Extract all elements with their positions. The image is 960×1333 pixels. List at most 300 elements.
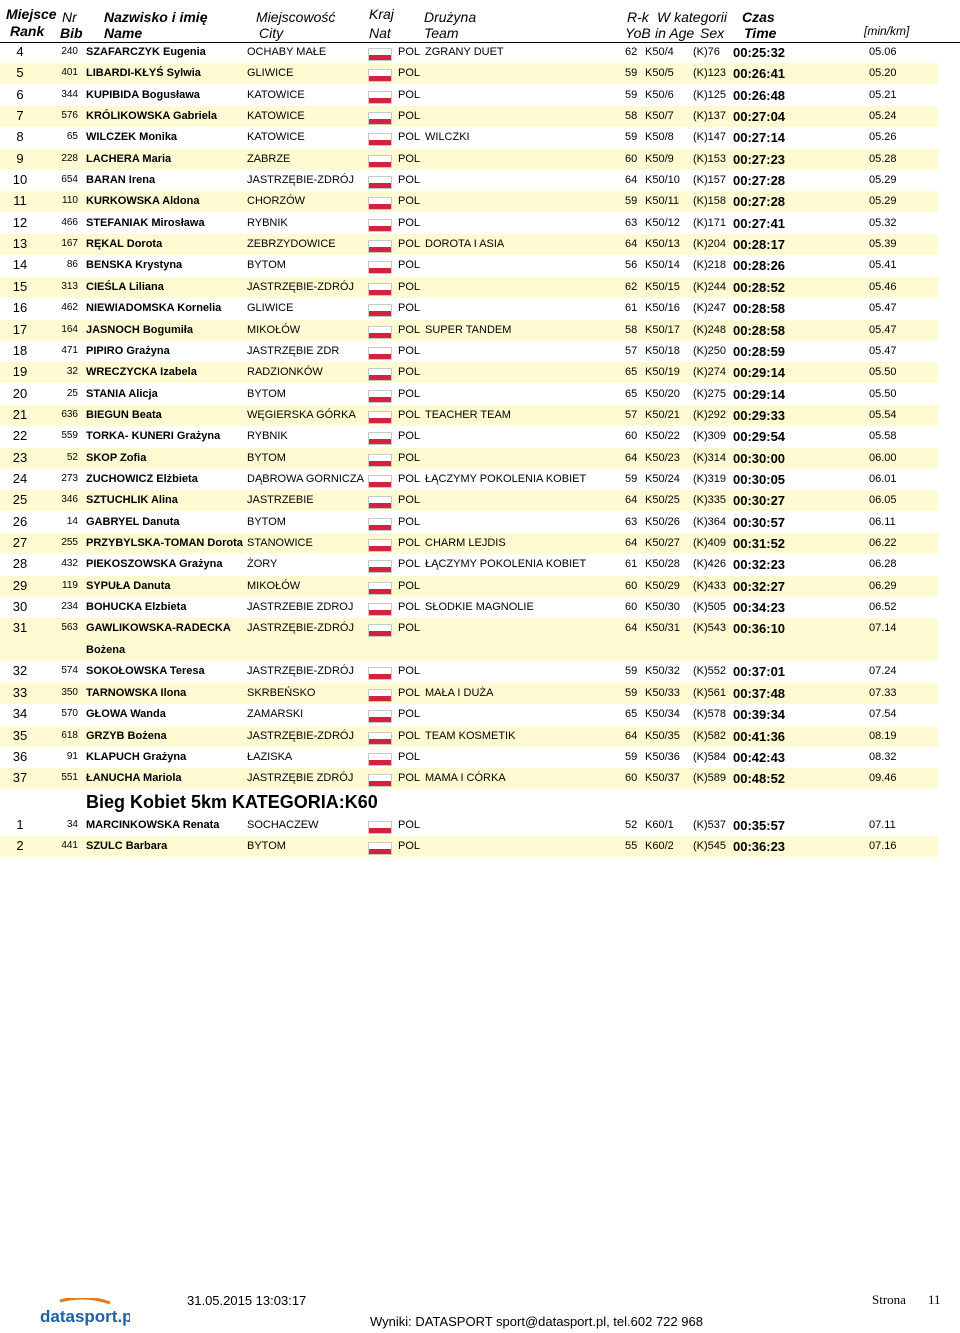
pace-cell: 05.06 <box>869 46 897 58</box>
name-cell: BENSKA Krystyna <box>86 259 183 271</box>
header-yob-pl: R-k <box>627 9 649 25</box>
nat-cell: POL <box>398 819 421 831</box>
gender-place-cell: (K)204 <box>693 238 727 250</box>
header-name-pl: Nazwisko i imię <box>104 9 208 25</box>
result-row <box>0 255 938 276</box>
yob-cell: 57 <box>625 409 638 421</box>
gender-place-cell: (K)137 <box>693 110 727 122</box>
city-cell: SOCHACZEW <box>247 819 319 831</box>
header-cat-en: in Age <box>655 25 695 41</box>
poland-flag-icon <box>368 176 392 189</box>
pace-cell: 07.14 <box>869 622 897 634</box>
category-cell: K50/12 <box>645 217 680 229</box>
yob-cell: 60 <box>625 430 638 442</box>
time-cell: 00:32:23 <box>733 557 786 572</box>
result-row <box>0 576 938 597</box>
result-row <box>0 42 938 63</box>
gender-place-cell: (K)578 <box>693 708 727 720</box>
pace-cell: 05.47 <box>869 345 897 357</box>
bib-cell: 654 <box>61 174 78 185</box>
result-row <box>0 320 938 341</box>
name-cell-continued: Bożena <box>86 644 126 656</box>
category-cell: K50/28 <box>645 558 680 570</box>
time-cell: 00:26:41 <box>733 66 786 81</box>
yob-cell: 63 <box>625 516 638 528</box>
header-pace: [min/km] <box>864 24 910 38</box>
gender-place-cell: (K)248 <box>693 324 727 336</box>
city-cell: RYBNIK <box>247 217 288 229</box>
poland-flag-icon <box>368 411 392 424</box>
bib-cell: 570 <box>61 708 78 719</box>
rank-cell: 6 <box>16 87 24 102</box>
nat-cell: POL <box>398 558 421 570</box>
time-cell: 00:25:32 <box>733 45 786 60</box>
rank-cell: 30 <box>12 599 28 614</box>
bib-cell: 462 <box>61 302 78 313</box>
time-cell: 00:37:48 <box>733 686 786 701</box>
bib-cell: 563 <box>61 622 78 633</box>
header-cat-pl: W kategorii <box>657 9 728 25</box>
category-cell: K50/31 <box>645 622 680 634</box>
result-row <box>0 554 938 575</box>
result-row <box>0 341 938 362</box>
city-cell: ZAMARSKI <box>247 708 304 720</box>
category-cell: K50/21 <box>645 409 680 421</box>
gender-place-cell: (K)552 <box>693 665 727 677</box>
footer-timestamp: 31.05.2015 13:03:17 <box>187 1293 307 1308</box>
nat-cell: POL <box>398 345 421 357</box>
bib-cell: 228 <box>61 153 78 164</box>
name-cell: NIEWIADOMSKA Kornelia <box>86 302 222 314</box>
name-cell: KURKOWSKA Aldona <box>86 195 200 207</box>
name-cell: PRZYBYLSKA-TOMAN Dorota <box>86 537 243 549</box>
nat-cell: POL <box>398 494 421 506</box>
pace-cell: 07.33 <box>869 687 897 699</box>
pace-cell: 05.47 <box>869 302 897 314</box>
nat-cell: POL <box>398 730 421 742</box>
name-cell: SZULC Barbara <box>86 840 168 852</box>
category-cell: K50/18 <box>645 345 680 357</box>
time-cell: 00:27:41 <box>733 216 786 231</box>
pace-cell: 06.29 <box>869 580 897 592</box>
nat-cell: POL <box>398 110 421 122</box>
city-cell: KATOWICE <box>247 131 305 143</box>
gender-place-cell: (K)292 <box>693 409 727 421</box>
time-cell: 00:36:23 <box>733 839 786 854</box>
pace-cell: 05.28 <box>869 153 897 165</box>
pace-cell: 07.24 <box>869 665 897 677</box>
category-cell: K50/5 <box>645 67 674 79</box>
result-row <box>0 597 938 618</box>
poland-flag-icon <box>368 347 392 360</box>
rank-cell: 7 <box>16 108 24 123</box>
bib-cell: 401 <box>61 67 78 78</box>
nat-cell: POL <box>398 537 421 549</box>
rank-cell: 26 <box>12 514 28 529</box>
city-cell: ZEBRZYDOWICE <box>247 238 336 250</box>
rank-cell: 37 <box>12 770 28 785</box>
time-cell: 00:32:27 <box>733 579 786 594</box>
yob-cell: 58 <box>625 110 638 122</box>
team-cell: TEACHER TEAM <box>425 409 511 421</box>
time-cell: 00:27:23 <box>733 152 786 167</box>
nat-cell: POL <box>398 840 421 852</box>
pace-cell: 05.50 <box>869 388 897 400</box>
name-cell: ZUCHOWICZ Elżbieta <box>86 473 198 485</box>
yob-cell: 60 <box>625 601 638 613</box>
header-city-en: City <box>259 25 284 41</box>
gender-place-cell: (K)171 <box>693 217 727 229</box>
nat-cell: POL <box>398 281 421 293</box>
poland-flag-icon <box>368 69 392 82</box>
rank-cell: 23 <box>12 450 28 465</box>
nat-cell: POL <box>398 452 421 464</box>
bib-cell: 255 <box>61 537 78 548</box>
header-nat-en: Nat <box>369 25 391 41</box>
category-cell: K50/32 <box>645 665 680 677</box>
bib-cell: 34 <box>66 819 78 830</box>
city-cell: CHORZÓW <box>247 195 306 207</box>
yob-cell: 65 <box>625 366 638 378</box>
nat-cell: POL <box>398 89 421 101</box>
city-cell: KATOWICE <box>247 110 305 122</box>
time-cell: 00:27:14 <box>733 130 786 145</box>
city-cell: STANOWICE <box>247 537 313 549</box>
result-row <box>0 704 938 725</box>
team-cell: WILCZKI <box>425 131 470 143</box>
rank-cell: 12 <box>12 215 28 230</box>
result-row <box>0 362 938 383</box>
time-cell: 00:30:57 <box>733 515 786 530</box>
category-cell: K50/20 <box>645 388 680 400</box>
gender-place-cell: (K)244 <box>693 281 727 293</box>
rank-cell: 10 <box>12 172 28 187</box>
nat-cell: POL <box>398 324 421 336</box>
name-cell: GRZYB Bożena <box>86 730 167 742</box>
time-cell: 00:36:10 <box>733 621 786 636</box>
poland-flag-icon <box>368 753 392 766</box>
result-row <box>0 106 938 127</box>
category-cell: K50/22 <box>645 430 680 442</box>
city-cell: JASTRZĘBIE-ZDRÓJ <box>247 730 354 742</box>
poland-flag-icon <box>368 390 392 403</box>
city-cell: BYTOM <box>247 516 286 528</box>
category-cell: K50/23 <box>645 452 680 464</box>
result-row <box>0 405 938 426</box>
bib-cell: 32 <box>66 366 78 377</box>
rank-cell: 29 <box>12 578 28 593</box>
bib-cell: 346 <box>61 494 78 505</box>
gender-place-cell: (K)274 <box>693 366 727 378</box>
pace-cell: 05.50 <box>869 366 897 378</box>
time-cell: 00:28:59 <box>733 344 786 359</box>
rank-cell: 15 <box>12 279 28 294</box>
result-row <box>0 85 938 106</box>
team-cell: MAMA I CÓRKA <box>425 772 506 784</box>
svg-text:datasport.pl: datasport.pl <box>40 1307 130 1326</box>
nat-cell: POL <box>398 665 421 677</box>
pace-cell: 05.41 <box>869 259 897 271</box>
city-cell: BYTOM <box>247 840 286 852</box>
team-cell: MAŁA I DUŻA <box>425 687 494 699</box>
team-cell: ŁĄCZYMY POKOLENIA KOBIET <box>425 558 587 570</box>
header-team-en: Team <box>424 25 459 41</box>
result-row <box>0 426 938 447</box>
pace-cell: 05.29 <box>869 195 897 207</box>
yob-cell: 64 <box>625 537 638 549</box>
pace-cell: 08.19 <box>869 730 897 742</box>
name-cell: JASNOCH Bogumiła <box>86 324 193 336</box>
poland-flag-icon <box>368 518 392 531</box>
time-cell: 00:28:26 <box>733 258 786 273</box>
result-row <box>0 170 938 191</box>
city-cell: RYBNIK <box>247 430 288 442</box>
time-cell: 00:42:43 <box>733 750 786 765</box>
poland-flag-icon <box>368 91 392 104</box>
gender-place-cell: (K)157 <box>693 174 727 186</box>
result-row <box>0 213 938 234</box>
result-row <box>0 683 938 704</box>
nat-cell: POL <box>398 46 421 58</box>
team-cell: TEAM KOSMETIK <box>425 730 516 742</box>
name-cell: STANIA Alicja <box>86 388 158 400</box>
pace-cell: 06.01 <box>869 473 897 485</box>
name-cell: PIEKOSZOWSKA Grażyna <box>86 558 223 570</box>
header-sex-en: Sex <box>700 25 725 41</box>
nat-cell: POL <box>398 131 421 143</box>
category-cell: K50/6 <box>645 89 674 101</box>
result-row <box>0 277 938 298</box>
yob-cell: 64 <box>625 730 638 742</box>
pace-cell: 07.11 <box>869 819 896 831</box>
name-cell: BOHUCKA Elzbieta <box>86 601 187 613</box>
footer-page-label: Strona <box>872 1292 906 1307</box>
time-cell: 00:29:14 <box>733 365 786 380</box>
result-row <box>0 618 938 661</box>
name-cell: WRECZYCKA Izabela <box>86 366 197 378</box>
yob-cell: 64 <box>625 622 638 634</box>
city-cell: GLIWICE <box>247 302 294 314</box>
result-row <box>0 836 938 857</box>
gender-place-cell: (K)335 <box>693 494 727 506</box>
yob-cell: 52 <box>625 819 638 831</box>
header-bib-pl: Nr <box>62 9 77 25</box>
city-cell: JASTRZĘBIE-ZDRÓJ <box>247 665 354 677</box>
poland-flag-icon <box>368 326 392 339</box>
header-nat-pl: Kraj <box>369 6 394 22</box>
yob-cell: 59 <box>625 665 638 677</box>
nat-cell: POL <box>398 473 421 485</box>
time-cell: 00:41:36 <box>733 729 786 744</box>
name-cell: BIEGUN Beata <box>86 409 162 421</box>
time-cell: 00:28:58 <box>733 301 786 316</box>
time-cell: 00:29:54 <box>733 429 786 444</box>
bib-cell: 110 <box>62 195 78 206</box>
yob-cell: 58 <box>625 324 638 336</box>
gender-place-cell: (K)247 <box>693 302 727 314</box>
nat-cell: POL <box>398 388 421 400</box>
nat-cell: POL <box>398 580 421 592</box>
poland-flag-icon <box>368 368 392 381</box>
gender-place-cell: (K)409 <box>693 537 727 549</box>
time-cell: 00:27:28 <box>733 194 786 209</box>
name-cell: RĘKAL Dorota <box>86 238 163 250</box>
footer-page-number: 11 <box>928 1292 941 1307</box>
rank-cell: 27 <box>12 535 28 550</box>
poland-flag-icon <box>368 624 392 637</box>
name-cell: TARNOWSKA Ilona <box>86 687 187 699</box>
time-cell: 00:28:17 <box>733 237 786 252</box>
poland-flag-icon <box>368 432 392 445</box>
header-time-en: Time <box>744 25 777 41</box>
city-cell: JASTRZĘBIE ZDR <box>247 345 340 357</box>
time-cell: 00:29:14 <box>733 387 786 402</box>
rank-cell: 19 <box>12 364 28 379</box>
yob-cell: 64 <box>625 494 638 506</box>
gender-place-cell: (K)584 <box>693 751 727 763</box>
bib-cell: 618 <box>61 730 78 741</box>
category-cell: K50/4 <box>645 46 674 58</box>
nat-cell: POL <box>398 687 421 699</box>
category-cell: K60/1 <box>645 819 674 831</box>
time-cell: 00:30:00 <box>733 451 786 466</box>
nat-cell: POL <box>398 195 421 207</box>
yob-cell: 61 <box>625 302 638 314</box>
yob-cell: 59 <box>625 687 638 699</box>
category-cell: K50/29 <box>645 580 680 592</box>
rank-cell: 22 <box>12 428 28 443</box>
category-cell: K50/19 <box>645 366 680 378</box>
result-row <box>0 298 938 319</box>
name-cell: PIPIRO Grażyna <box>86 345 170 357</box>
rank-cell: 9 <box>16 151 24 166</box>
nat-cell: POL <box>398 751 421 763</box>
header-time-pl: Czas <box>742 9 775 25</box>
bib-cell: 636 <box>61 409 78 420</box>
pace-cell: 06.52 <box>869 601 897 613</box>
rank-cell: 5 <box>16 65 24 80</box>
pace-cell: 06.11 <box>869 516 896 528</box>
category-cell: K50/7 <box>645 110 674 122</box>
city-cell: JASTRZĘBIE ZDRÓJ <box>247 772 354 784</box>
yob-cell: 59 <box>625 751 638 763</box>
rank-cell: 13 <box>12 236 28 251</box>
name-cell: SOKOŁOWSKA Teresa <box>86 665 205 677</box>
poland-flag-icon <box>368 155 392 168</box>
bib-cell: 471 <box>61 345 78 356</box>
header-name-en: Name <box>104 25 143 41</box>
rank-cell: 2 <box>16 838 24 853</box>
yob-cell: 59 <box>625 131 638 143</box>
nat-cell: POL <box>398 302 421 314</box>
name-cell: SKOP Zofia <box>86 452 147 464</box>
bib-cell: 86 <box>66 259 78 270</box>
city-cell: SKRBEŃSKO <box>247 687 316 699</box>
gender-place-cell: (K)314 <box>693 452 727 464</box>
yob-cell: 59 <box>625 473 638 485</box>
time-cell: 00:37:01 <box>733 664 786 679</box>
poland-flag-icon <box>368 539 392 552</box>
bib-cell: 576 <box>61 110 78 121</box>
category-cell: K50/13 <box>645 238 680 250</box>
category-cell: K50/8 <box>645 131 674 143</box>
pace-cell: 09.46 <box>869 772 897 784</box>
bib-cell: 119 <box>62 580 78 591</box>
rank-cell: 31 <box>12 620 28 635</box>
nat-cell: POL <box>398 174 421 186</box>
bib-cell: 574 <box>61 665 78 676</box>
result-row <box>0 469 938 490</box>
rank-cell: 33 <box>12 685 28 700</box>
poland-flag-icon <box>368 689 392 702</box>
city-cell: BYTOM <box>247 452 286 464</box>
time-cell: 00:28:58 <box>733 323 786 338</box>
name-cell: LIBARDI-KŁYŚ Sylwia <box>86 67 201 79</box>
pace-cell: 05.47 <box>869 324 897 336</box>
bib-cell: 551 <box>61 772 78 783</box>
result-row <box>0 726 938 747</box>
yob-cell: 60 <box>625 153 638 165</box>
pace-cell: 05.26 <box>869 131 897 143</box>
time-cell: 00:35:57 <box>733 818 786 833</box>
rank-cell: 21 <box>12 407 28 422</box>
pace-cell: 05.32 <box>869 217 897 229</box>
nat-cell: POL <box>398 153 421 165</box>
nat-cell: POL <box>398 772 421 784</box>
bib-cell: 65 <box>66 131 78 142</box>
gender-place-cell: (K)250 <box>693 345 727 357</box>
result-row <box>0 127 938 148</box>
category-cell: K50/11 <box>645 195 680 207</box>
rank-cell: 35 <box>12 728 28 743</box>
name-cell: GABRYEL Danuta <box>86 516 180 528</box>
city-cell: JASTRZEBIE ZDROJ <box>247 601 354 613</box>
pace-cell: 05.46 <box>869 281 897 293</box>
poland-flag-icon <box>368 261 392 274</box>
gender-place-cell: (K)309 <box>693 430 727 442</box>
category-cell: K50/26 <box>645 516 680 528</box>
nat-cell: POL <box>398 259 421 271</box>
nat-cell: POL <box>398 601 421 613</box>
name-cell: STEFANIAK Mirosława <box>86 217 205 229</box>
result-row <box>0 661 938 682</box>
category-cell: K50/17 <box>645 324 680 336</box>
result-row <box>0 490 938 511</box>
header-team-pl: Drużyna <box>424 9 477 25</box>
city-cell: ŁAZISKA <box>247 751 293 763</box>
time-cell: 00:31:52 <box>733 536 786 551</box>
name-cell: GŁOWA Wanda <box>86 708 166 720</box>
category-cell: K50/30 <box>645 601 680 613</box>
gender-place-cell: (K)426 <box>693 558 727 570</box>
rank-cell: 1 <box>16 817 24 832</box>
yob-cell: 59 <box>625 89 638 101</box>
name-cell: SZAFARCZYK Eugenia <box>86 46 206 58</box>
city-cell: ZABRZE <box>247 153 291 165</box>
bib-cell: 52 <box>66 452 78 463</box>
gender-place-cell: (K)433 <box>693 580 727 592</box>
gender-place-cell: (K)218 <box>693 259 727 271</box>
nat-cell: POL <box>398 366 421 378</box>
rank-cell: 20 <box>12 386 28 401</box>
bib-cell: 432 <box>61 558 78 569</box>
pace-cell: 06.22 <box>869 537 897 549</box>
city-cell: MIKOŁÓW <box>247 580 301 592</box>
time-cell: 00:27:04 <box>733 109 786 124</box>
bib-cell: 25 <box>66 388 78 399</box>
name-cell: KRÓLIKOWSKA Gabriela <box>86 110 217 122</box>
bib-cell: 441 <box>61 840 78 851</box>
